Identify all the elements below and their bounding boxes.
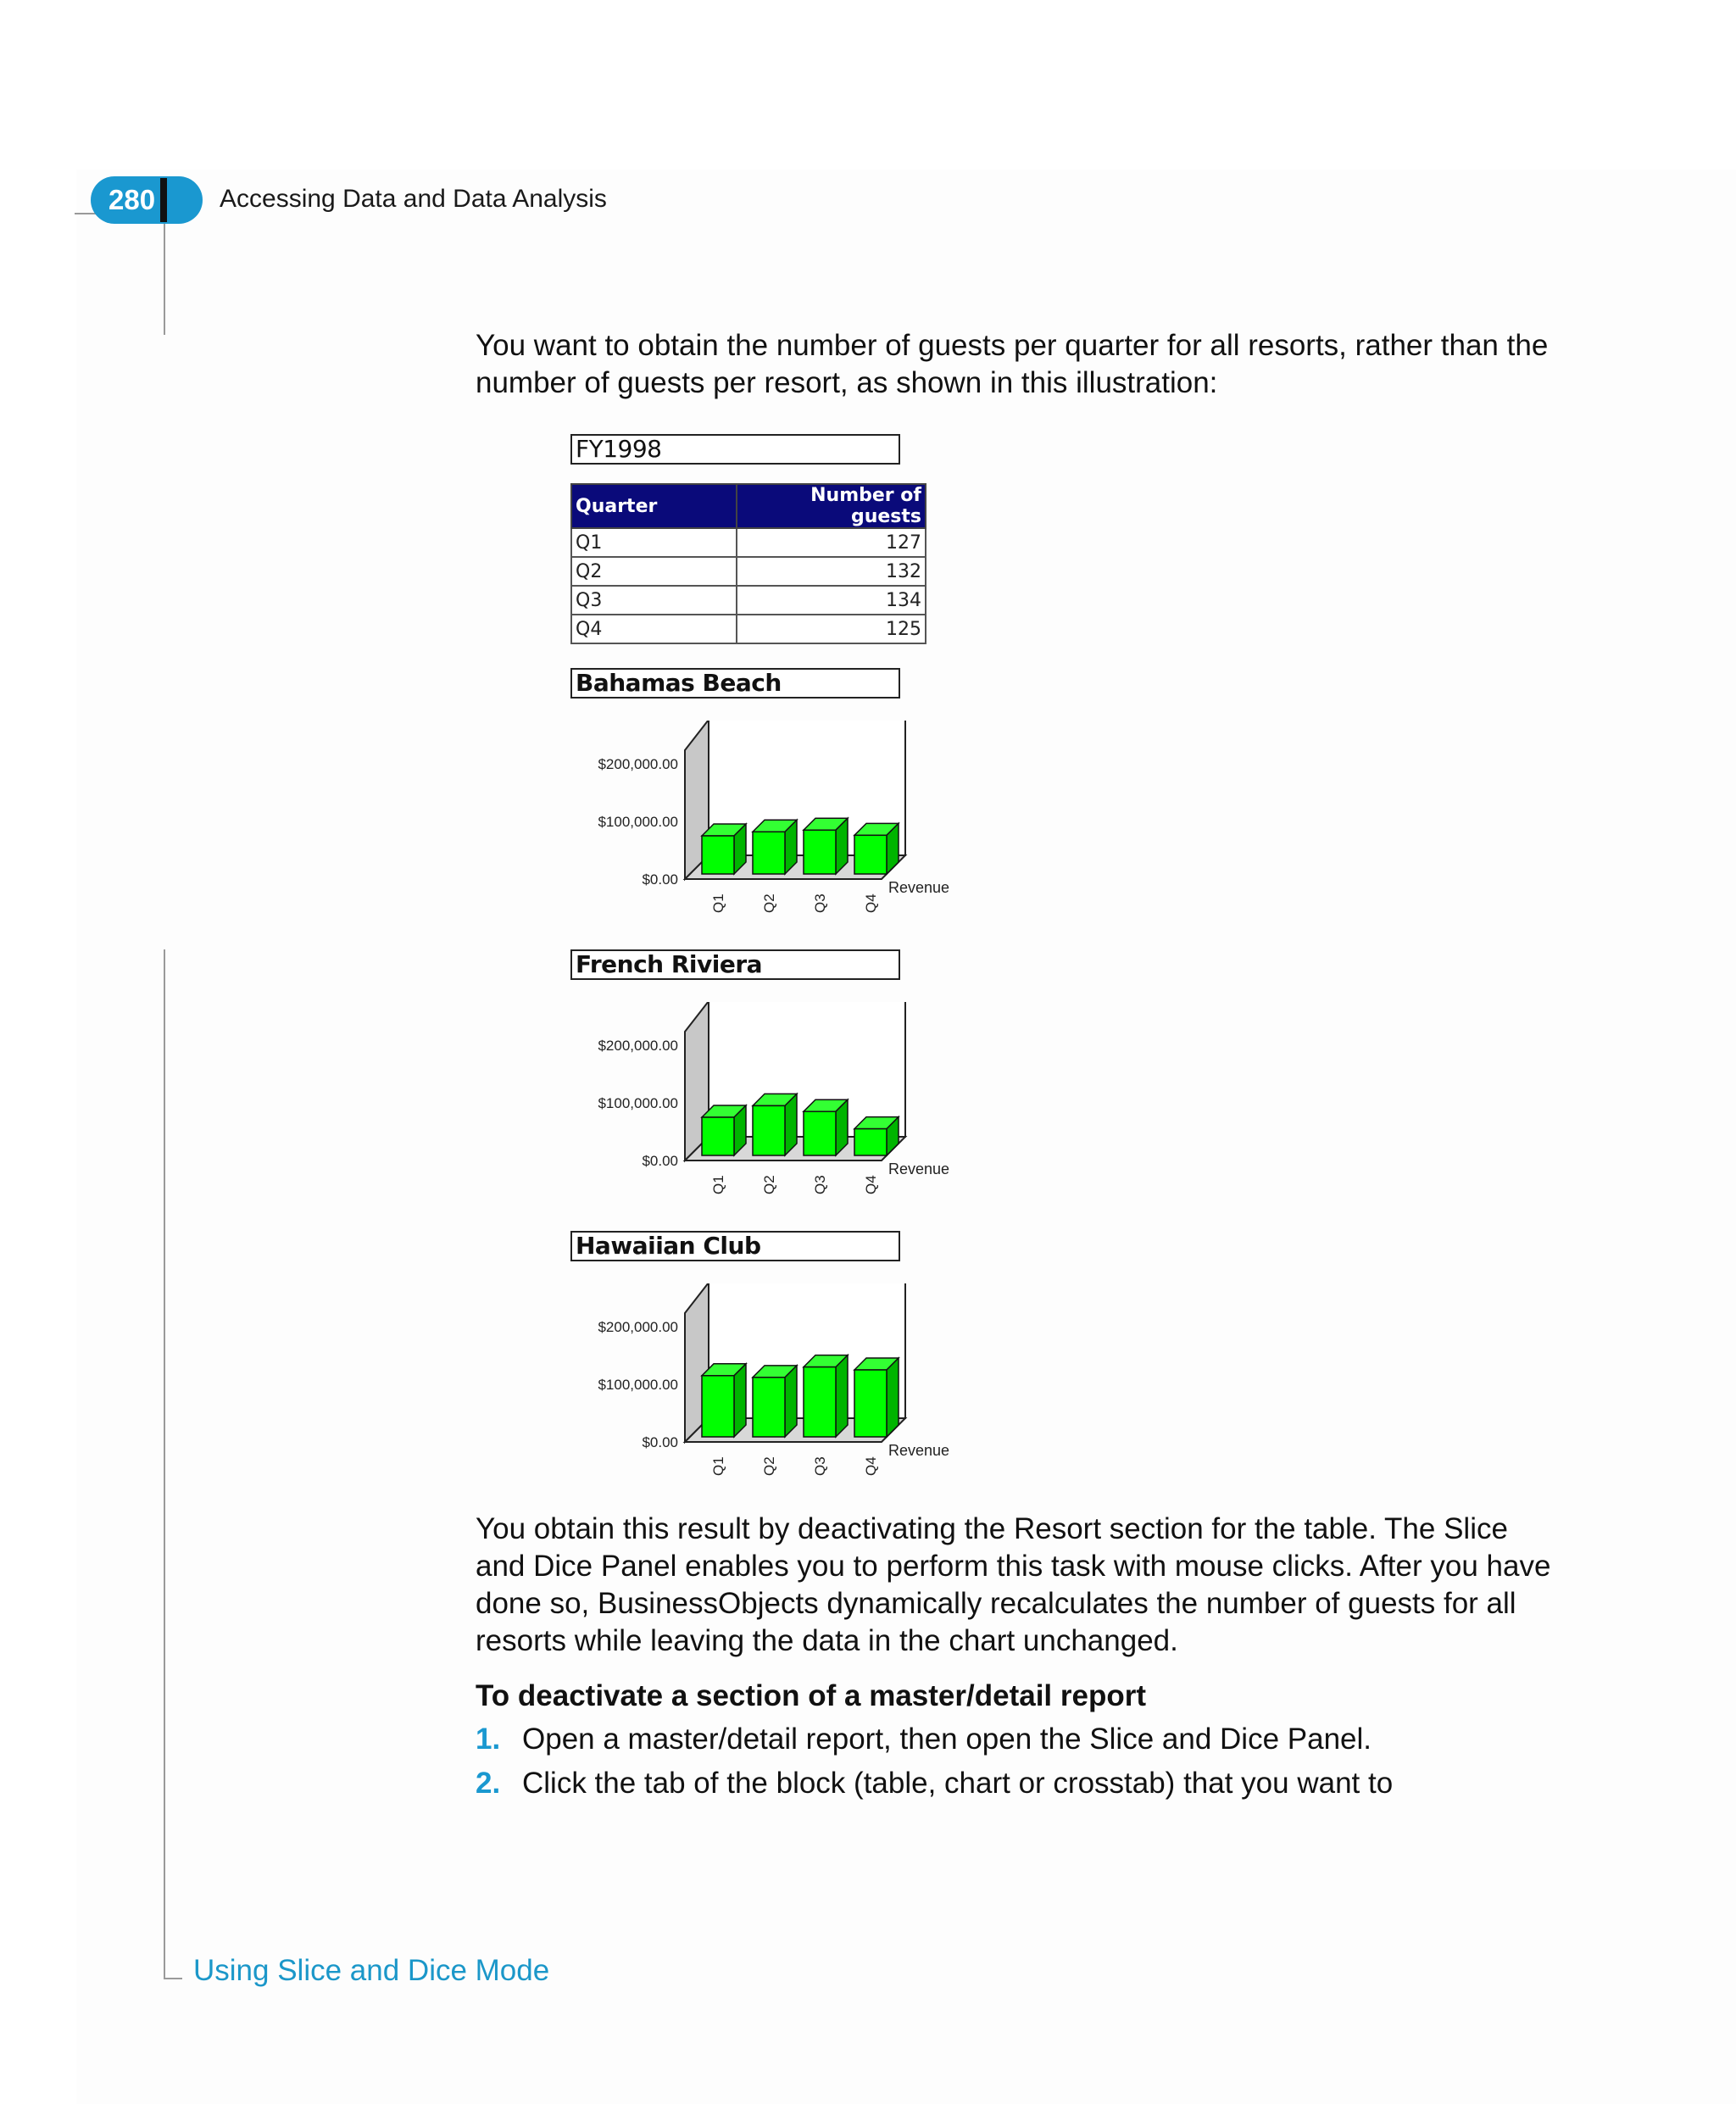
bar-side [785, 1366, 797, 1437]
series-label: Revenue [888, 1161, 950, 1177]
bar-front [702, 1376, 734, 1437]
y-tick-label: $200,000.00 [598, 756, 678, 772]
chart-svg [570, 1002, 985, 1214]
bar-side [734, 1364, 746, 1437]
page-number: 280 [108, 184, 156, 215]
table-row [571, 586, 926, 615]
y-tick-label: $0.00 [642, 1153, 678, 1169]
y-tick-label: $100,000.00 [598, 814, 678, 830]
y-tick-label: $0.00 [642, 871, 678, 888]
fiscal-year-label: FY1998 [570, 434, 900, 465]
procedure-step [476, 1767, 1393, 1801]
bar-front [804, 1111, 836, 1155]
chart-bar [753, 1094, 797, 1155]
table-cell-guests: 127 [737, 528, 926, 557]
section-title-bahamas-beach: Bahamas Beach [570, 668, 900, 699]
x-tick-label: Q3 [812, 893, 828, 913]
y-tick-label: $0.00 [642, 1434, 678, 1450]
bar-side [785, 1094, 797, 1155]
y-tick-label: $200,000.00 [598, 1038, 678, 1054]
table-header-row [571, 484, 926, 528]
series-label: Revenue [888, 1442, 950, 1459]
x-tick-label: Q3 [812, 1175, 828, 1194]
bar-side [836, 1355, 848, 1437]
table-cell-quarter: Q1 [571, 528, 737, 557]
section-title-french-riviera: French Riviera [570, 949, 900, 980]
step-text: Open a master/detail report, then open the Slice and Dice Panel. [522, 1723, 1372, 1756]
x-tick-label: Q3 [812, 1456, 828, 1476]
result-paragraph: You obtain this result by deactivating the Resort section for the table. The Slice and Dice Panel enables you to perform this task with mouse clicks. After you have done so, BusinessObjects dynamically recalculates the number of guests for all resorts while leaving the data in the chart unchanged. [476, 1512, 1551, 1657]
x-tick-label: Q4 [863, 893, 879, 913]
column-header-quarter: Quarter [571, 484, 737, 528]
x-tick-label: Q2 [761, 1175, 777, 1194]
x-tick-label: Q4 [863, 1456, 879, 1476]
section-title-hawaiian-club: Hawaiian Club [570, 1231, 900, 1261]
bar-front [753, 832, 785, 874]
bar-front [702, 1117, 734, 1155]
bar-front [804, 1367, 836, 1437]
revenue-chart-french-riviera [570, 1002, 985, 1214]
x-tick-label: Q1 [710, 1175, 726, 1194]
x-tick-label: Q4 [863, 1175, 879, 1194]
chart-bar [854, 1358, 899, 1437]
chart-bar [753, 820, 797, 874]
guests-per-quarter-table [570, 483, 926, 644]
y-tick-label: $100,000.00 [598, 1377, 678, 1393]
table-cell-quarter: Q4 [571, 615, 737, 643]
chart-svg [570, 721, 985, 932]
y-tick-label: $100,000.00 [598, 1095, 678, 1111]
step-number: 2. [476, 1767, 501, 1800]
bar-front [854, 835, 887, 874]
x-tick-label: Q2 [761, 1456, 777, 1476]
x-tick-label: Q1 [710, 1456, 726, 1476]
x-tick-label: Q2 [761, 893, 777, 913]
x-tick-label: Q1 [710, 893, 726, 913]
table-cell-guests: 132 [737, 557, 926, 586]
chart-bar [854, 1117, 899, 1155]
table-cell-quarter: Q3 [571, 586, 737, 615]
table-row [571, 528, 926, 557]
intro-paragraph: You want to obtain the number of guests per quarter for all resorts, rather than the number of guests per resort, as shown in this illustration: [476, 329, 1549, 399]
chart-bar [804, 818, 848, 874]
bar-front [753, 1378, 785, 1437]
procedure-step [476, 1723, 1372, 1756]
chart-bar [804, 1099, 848, 1155]
bar-front [854, 1129, 887, 1155]
bar-front [753, 1105, 785, 1155]
chart-svg [570, 1283, 985, 1495]
step-number: 1. [476, 1723, 501, 1756]
column-header-guests: Number of guests [737, 484, 926, 528]
footer-section-title: Using Slice and Dice Mode [193, 1954, 550, 1987]
table-row [571, 557, 926, 586]
table-row [571, 615, 926, 643]
margin-line-bottom [164, 949, 165, 1979]
chart-bar [702, 1364, 746, 1437]
table-cell-guests: 125 [737, 615, 926, 643]
bar-side [887, 1358, 899, 1437]
table-cell-quarter: Q2 [571, 557, 737, 586]
chart-bar [804, 1355, 848, 1437]
table-cell-guests: 134 [737, 586, 926, 615]
revenue-chart-bahamas-beach [570, 721, 985, 932]
chart-bar [854, 823, 899, 874]
bar-front [702, 836, 734, 874]
step-text: Click the tab of the block (table, chart or crosstab) that you want to [522, 1767, 1394, 1800]
bar-front [854, 1370, 887, 1437]
chart-bar [702, 824, 746, 874]
bar-front [804, 830, 836, 874]
page-number-marker [160, 178, 167, 222]
series-label: Revenue [888, 879, 950, 896]
chart-bar [753, 1366, 797, 1437]
footer-rule [164, 1978, 182, 1979]
chapter-title: Accessing Data and Data Analysis [220, 185, 607, 213]
procedure-heading: To deactivate a section of a master/detail report [476, 1679, 1146, 1712]
revenue-chart-hawaiian-club [570, 1283, 985, 1495]
y-tick-label: $200,000.00 [598, 1319, 678, 1335]
chart-bar [702, 1105, 746, 1155]
